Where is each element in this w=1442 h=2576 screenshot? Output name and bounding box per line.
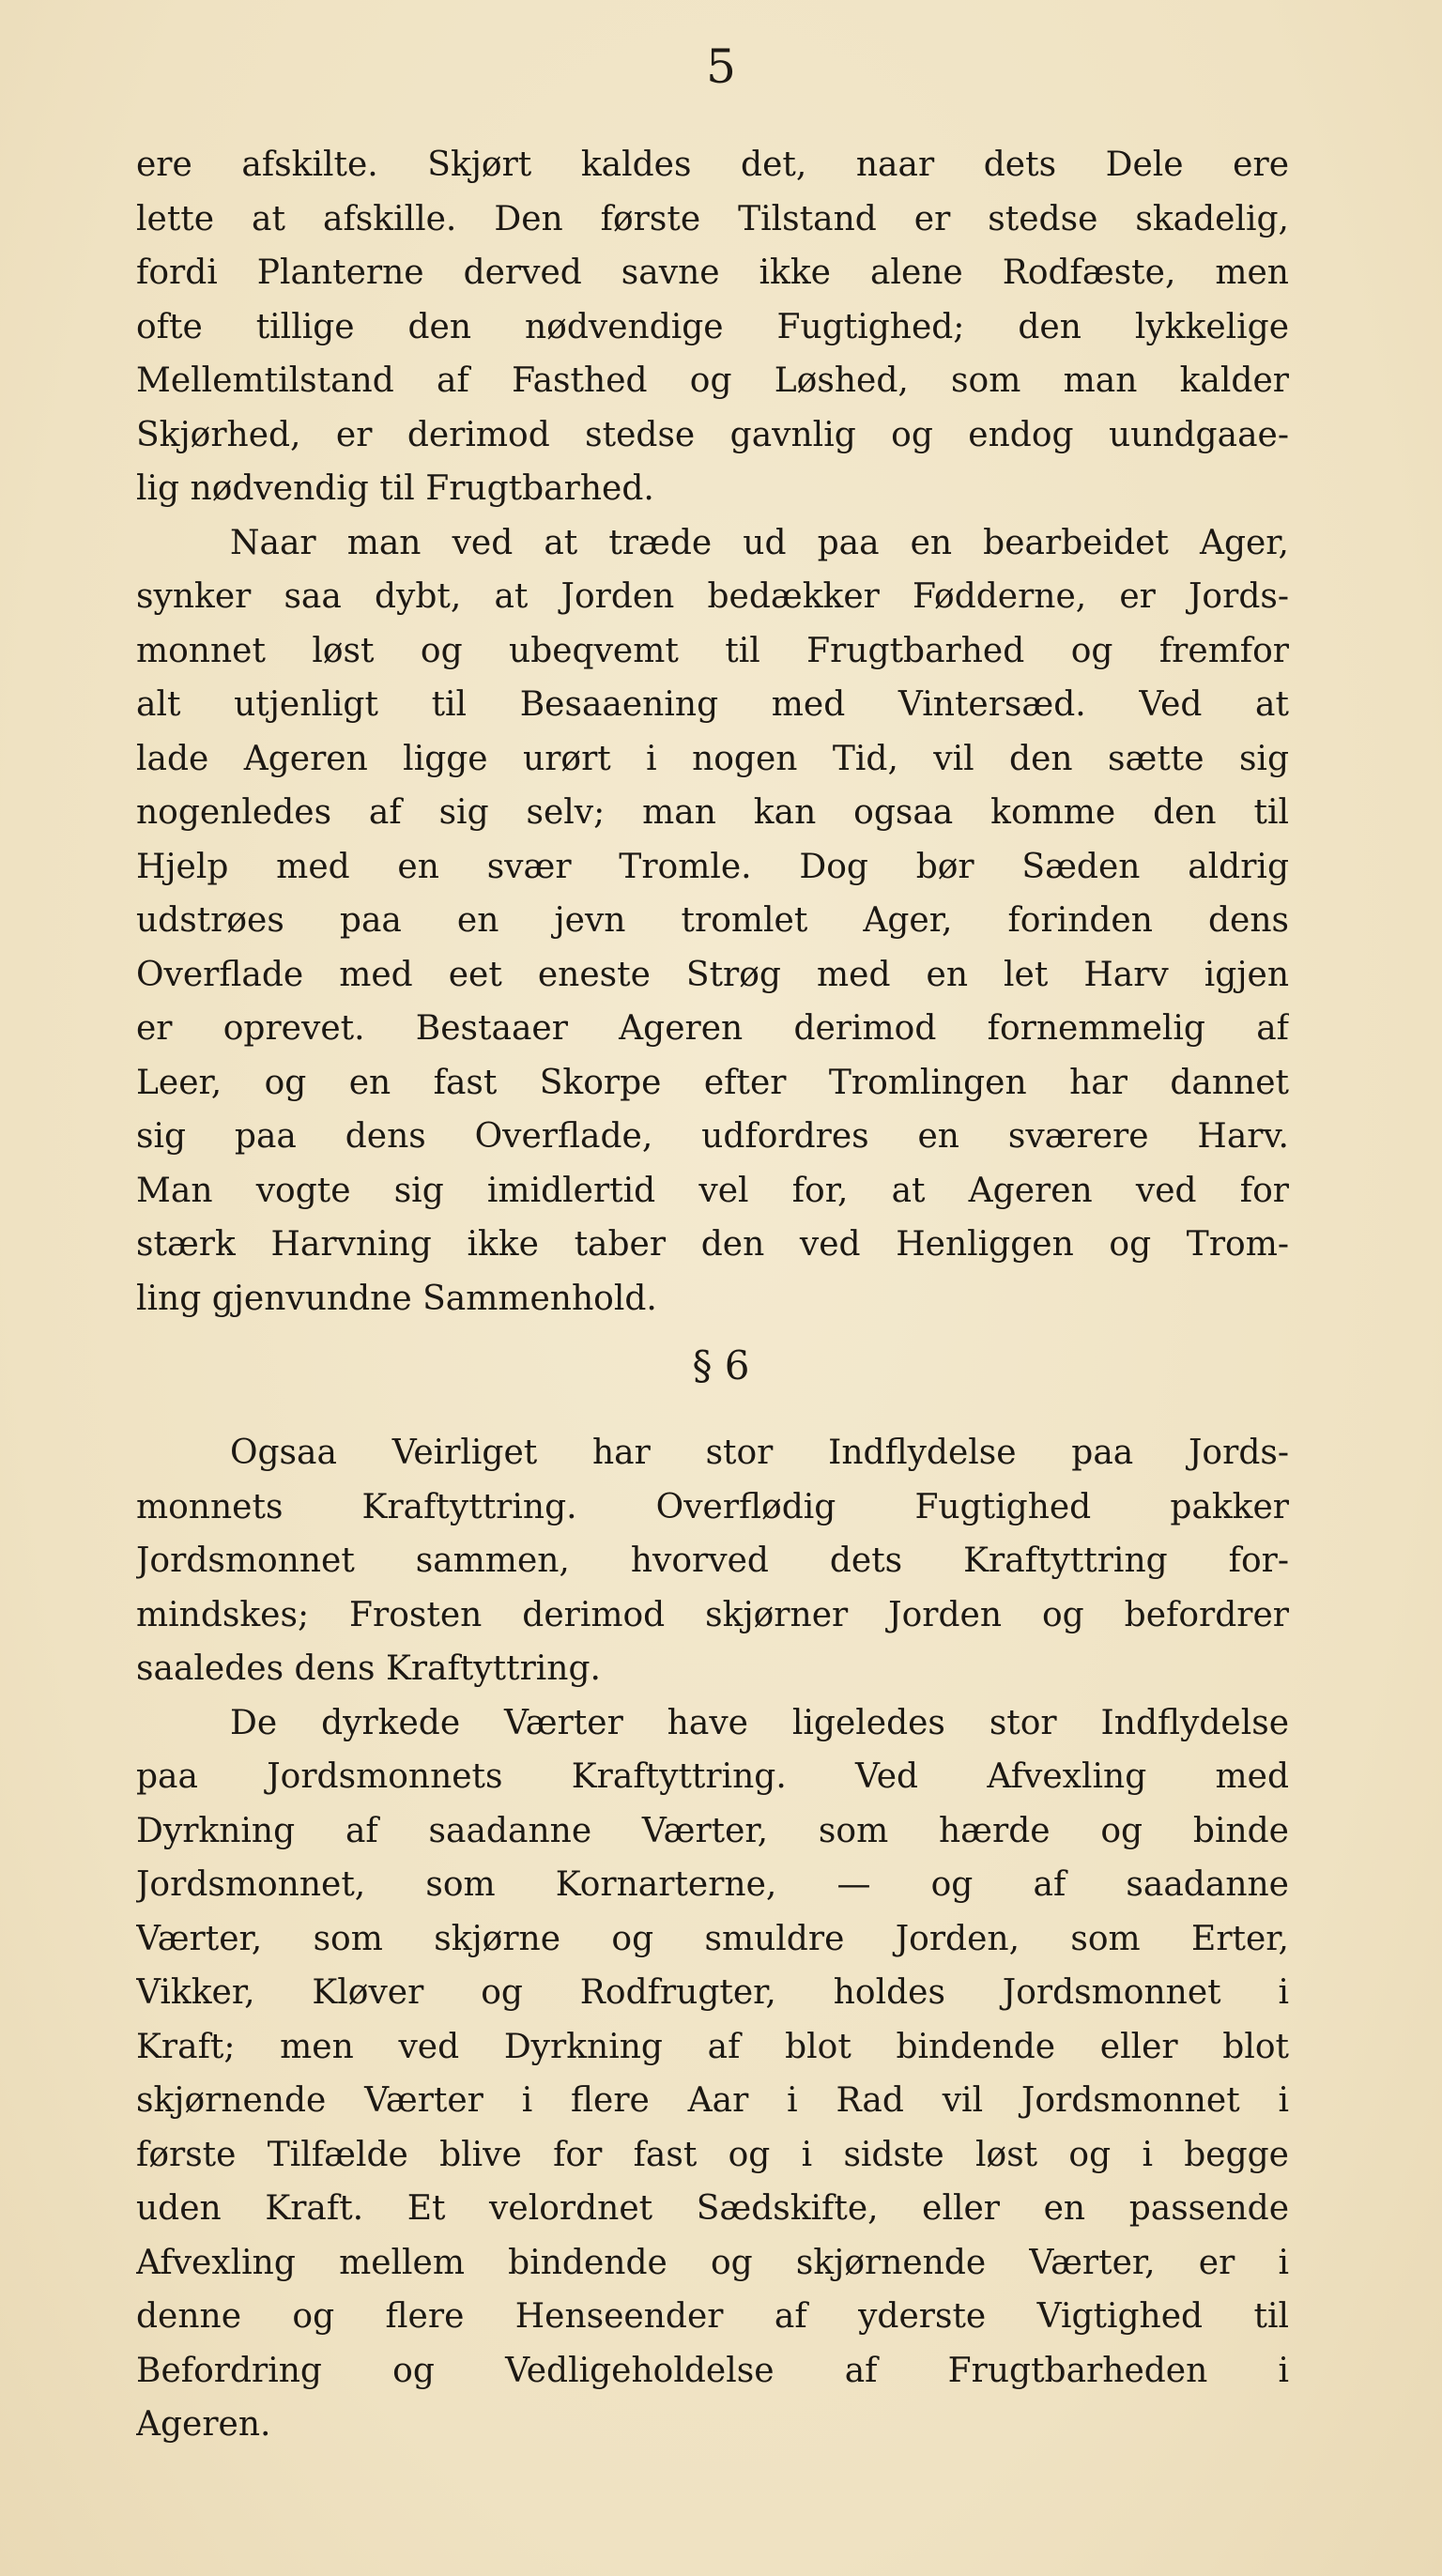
text-line: lig nødvendig til Frugtbarhed. xyxy=(136,469,654,508)
text-line: monnet løst og ubeqvemt til Frugtbarhed og fremfor xyxy=(136,631,1289,670)
text-line: Man vogte sig imidlertid vel for, at Ageren ved for xyxy=(136,1171,1289,1210)
text-line: Leer, og en fast Skorpe efter Tromlingen har dannet xyxy=(136,1063,1289,1102)
text-line: Ogsaa Veirliget har stor Indflydelse paa Jords- xyxy=(230,1434,1289,1472)
text-line: uden Kraft. Et velordnet Sædskifte, eller en passende xyxy=(136,2189,1289,2228)
text-line: mindskes; Frosten derimod skjørner Jorden og befordrer xyxy=(136,1595,1289,1634)
text-line: lade Ageren ligge urørt i nogen Tid, vil den sætte sig xyxy=(136,739,1289,778)
text-line: Dyrkning af saadanne Værter, som hærde og binde xyxy=(136,1811,1289,1850)
text-line: monnets Kraftyttring. Overflødig Fugtighed pakker xyxy=(136,1487,1289,1526)
text-line: Mellemtilstand af Fasthed og Løshed, som man kalder xyxy=(136,361,1289,400)
text-line: alt utjenligt til Besaaening med Vintersæd. Ved at xyxy=(136,685,1289,724)
text-line: Naar man ved at træde ud paa en bearbeidet Ager, xyxy=(230,523,1289,562)
text-line: ere afskilte. Skjørt kaldes det, naar dets Dele ere xyxy=(136,146,1289,184)
text-line: paa Jordsmonnets Kraftyttring. Ved Afvexling med xyxy=(136,1757,1289,1796)
text-line: Afvexling mellem bindende og skjørnende Værter, er i xyxy=(136,2243,1289,2282)
text-line: synker saa dybt, at Jorden bedækker Fødderne, er Jords- xyxy=(136,577,1289,616)
text-line: Jordsmonnet sammen, hvorved dets Kraftyttring for- xyxy=(136,1541,1289,1580)
text-line: Ageren. xyxy=(136,2405,271,2444)
section-heading: § 6 xyxy=(692,1342,750,1388)
page-number: 5 xyxy=(706,39,736,94)
text-line: første Tilfælde blive for fast og i sidste løst og i begge xyxy=(136,2135,1289,2174)
text-line: Skjørhed, er derimod stedse gavnlig og endog uundgaae- xyxy=(136,415,1289,454)
text-line: Jordsmonnet, som Kornarterne, — og af saadanne xyxy=(136,1865,1289,1904)
text-line: sig paa dens Overflade, udfordres en sværere Harv. xyxy=(136,1117,1289,1156)
text-line: fordi Planterne derved savne ikke alene Rodfæste, men xyxy=(136,253,1289,292)
text-line: udstrøes paa en jevn tromlet Ager, forinden dens xyxy=(136,901,1289,940)
text-line: stærk Harvning ikke taber den ved Henliggen og Trom- xyxy=(136,1225,1289,1264)
text-line: skjørnende Værter i flere Aar i Rad vil Jordsmonnet i xyxy=(136,2081,1289,2120)
text-line: Hjelp med en svær Tromle. Dog bør Sæden aldrig xyxy=(136,847,1289,886)
text-line: Vikker, Kløver og Rodfrugter, holdes Jordsmonnet i xyxy=(136,1973,1289,2012)
text-line: lette at afskille. Den første Tilstand er stedse skadelig, xyxy=(136,199,1289,238)
text-line: Befordring og Vedligeholdelse af Frugtbarheden i xyxy=(136,2351,1289,2390)
text-line: nogenledes af sig selv; man kan ogsaa komme den til xyxy=(136,793,1289,832)
text-line: Værter, som skjørne og smuldre Jorden, som Erter, xyxy=(136,1919,1289,1958)
text-line: denne og flere Henseender af yderste Vigtighed til xyxy=(136,2297,1289,2336)
text-line: saaledes dens Kraftyttring. xyxy=(136,1649,601,1688)
text-line: ofte tillige den nødvendige Fugtighed; den lykkelige xyxy=(136,307,1289,346)
text-line: De dyrkede Værter have ligeledes stor Indflydelse xyxy=(230,1703,1289,1742)
text-line: Kraft; men ved Dyrkning af blot bindende eller blot xyxy=(136,2027,1289,2066)
text-line: ling gjenvundne Sammenhold. xyxy=(136,1279,657,1318)
text-line: Overflade med eet eneste Strøg med en let Harv igjen xyxy=(136,955,1289,994)
text-line: er oprevet. Bestaaer Ageren derimod fornemmelig af xyxy=(136,1009,1289,1048)
